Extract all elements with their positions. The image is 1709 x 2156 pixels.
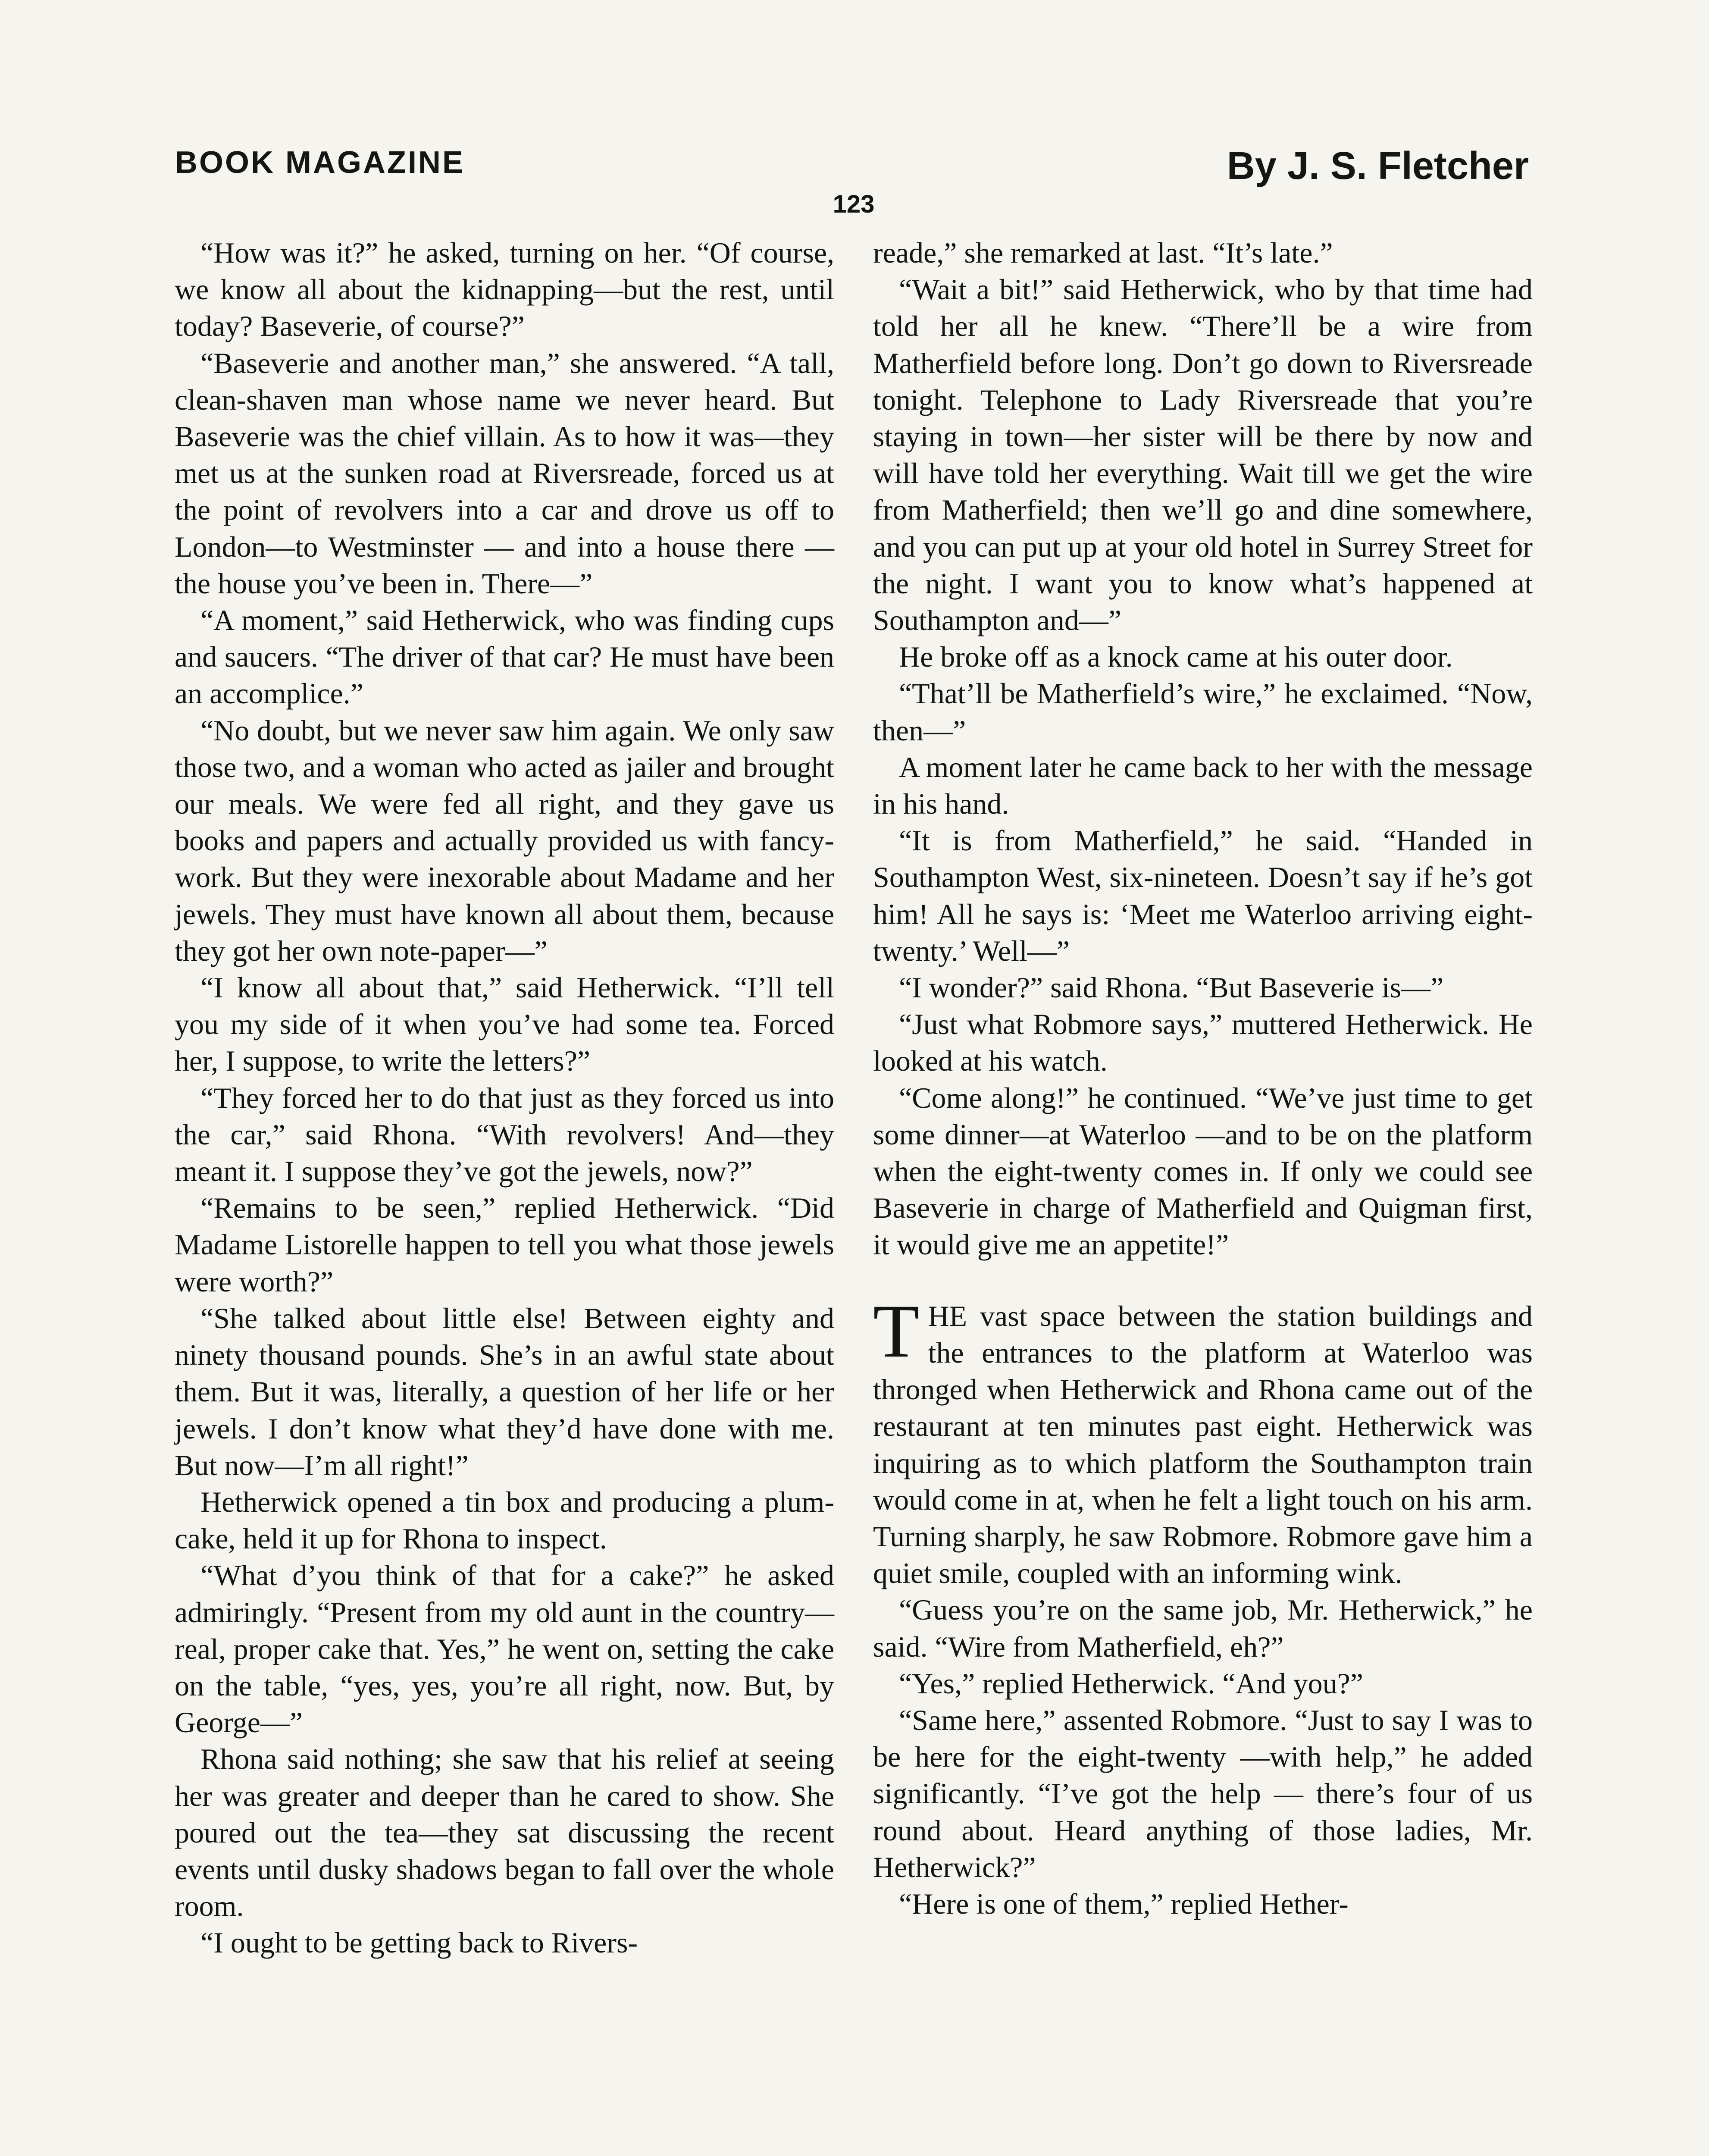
paragraph-text: “I know all about that,” said Hetherwick. “I’ll tell you my side of it when you’ve had some tea. Forced her, I suppose, to write the letters?” [175,971,834,1078]
paragraph-text: “Same here,” assented Robmore. “Just to say I was to be here for the eight-twenty —with help,” he added significantly. “I’ve got the help — there’s four of us round about. Heard anything of those ladies, Mr. Hetherwick?” [873,1703,1533,1883]
paragraph [175,602,834,712]
paragraph-text: A moment later he came back to her with the message in his hand. [873,750,1533,821]
paragraph [873,639,1533,675]
paragraph-text: “Just what Robmore says,” muttered Hetherwick. He looked at his watch. [873,1008,1533,1078]
magazine-title: BOOK MAGAZINE [175,145,465,180]
left-text-column [175,235,834,1962]
paragraph-text: “How was it?” he asked, turning on her. “Of course, we know all about the kidnapping—but the rest, until today? Baseverie, of course?” [175,236,834,343]
paragraph [873,1702,1533,1886]
paragraph-text: “It is from Matherfield,” he said. “Handed in Southampton West, six-nineteen. Doesn’t say if he’s got him! All he says is: ‘Meet me Waterloo arriving eight-twenty.’ Well—” [873,824,1533,967]
paragraph [175,969,834,1080]
paragraph-text: Rhona said nothing; she saw that his relief at seeing her was greater and deeper than he cared to show. She poured out the tea—they sat discussing the recent events until dusky shadows began to fall over the whole room. [175,1742,834,1923]
paragraph [873,1080,1533,1263]
paragraph-text: He broke off as a knock came at his outer door. [899,640,1453,674]
paragraph-text: “A moment,” said Hetherwick, who was finding cups and saucers. “The driver of that car? He must have been an accomplice.” [175,604,834,710]
paragraph-text: “Remains to be seen,” replied Hetherwick. “Did Madame Listorelle happen to tell you what those jewels were worth?” [175,1191,834,1298]
paragraph [175,1080,834,1190]
paragraph-text: “Yes,” replied Hetherwick. “And you?” [899,1667,1363,1700]
paragraph-text: “Guess you’re on the same job, Mr. Hetherwick,” he said. “Wire from Matherfield, eh?” [873,1593,1533,1663]
paragraph-text: HE vast space between the station buildings and the entrances to the platform at Waterloo was thronged when Hetherwick and Rhona came out of the restaurant at ten minutes past eight. Hetherwick was inquiring as to which platform the Southampton train would come in at, when he felt a light touch on his arm. Turning sharply, he saw Robmore. Robmore gave him a quiet smile, coupled with an informing wink. [873,1299,1533,1590]
paragraph-text: “No doubt, but we never saw him again. We only saw those two, and a woman who acted as jailer and brought our meals. We were fed all right, and they gave us books and papers and actually provided us with fancy-work. But they were inexorable about Madame and her jewels. They must have known all about them, because they got her own note-paper—” [175,714,834,967]
paragraph-text: “I wonder?” said Rhona. “But Baseverie is—” [899,971,1444,1004]
paragraph [175,1300,834,1484]
paragraph-text: Hetherwick opened a tin box and producing a plum-cake, held it up for Rhona to inspect. [175,1485,834,1555]
drop-cap: T [873,1289,920,1373]
paragraph [873,1886,1533,1922]
paragraph-text: “Baseverie and another man,” she answered. “A tall, clean-shaven man whose name we never heard. But Baseverie was the chief villain. As to how it was—they met us at the sunken road at Riversreade, forced us at the point of revolvers into a car and drove us off to London—to Westminster — and into a house there — the house you’ve been in. There—” [175,346,834,600]
paragraph [175,712,834,969]
paragraph [175,1741,834,1924]
paragraph-text: reade,” she remarked at last. “It’s late.” [873,236,1333,269]
paragraph [873,969,1533,1006]
author-byline: By J. S. Fletcher [1227,144,1529,188]
paragraph-text: “Wait a bit!” said Hetherwick, who by that time had told her all he knew. “There’ll be a wire from Matherfield before long. Don’t go down to Riversreade tonight. Telephone to Lady Riversreade that you’re staying in town—her sister will be there by now and will have told her everything. Wait till we get the wire from Matherfield; then we’ll go and dine somewhere, and you can put up at your old hotel in Surrey Street for the night. I want you to know what’s happened at Southampton and—” [873,273,1533,637]
paragraph [175,235,834,345]
paragraph [873,1006,1533,1079]
paragraph [873,822,1533,969]
paragraph-text: “Here is one of them,” replied Hether- [899,1887,1349,1920]
paragraph [175,1484,834,1557]
paragraph [873,1665,1533,1702]
paragraph-text: “What d’you think of that for a cake?” he asked admiringly. “Present from my old aunt in the country—real, proper cake that. Yes,” he went on, setting the cake on the table, “yes, yes, you’re all right, now. But, by George—” [175,1559,834,1739]
paragraph [175,1557,834,1741]
paragraph [873,749,1533,822]
paragraph-text: “They forced her to do that just as they forced us into the car,” said Rhona. “With revolvers! And—they meant it. I suppose they’ve got the jewels, now?” [175,1081,834,1188]
paragraph-text: “I ought to be getting back to Rivers- [200,1926,638,1959]
paragraph [873,1592,1533,1665]
paragraph-text: “That’ll be Matherfield’s wire,” he exclaimed. “Now, then—” [873,677,1533,747]
right-text-column [873,235,1533,1922]
paragraph [873,675,1533,749]
paragraph [175,1924,834,1961]
page-number: 123 [833,190,875,218]
paragraph [873,235,1533,271]
paragraph [873,271,1533,639]
paragraph [873,1289,1533,1592]
paragraph [175,345,834,602]
paragraph [175,1190,834,1300]
paragraph-text: “Come along!” he continued. “We’ve just time to get some dinner—at Waterloo —and to be on the platform when the eight-twenty comes in. If only we could see Baseverie in charge of Matherfield and Quigman first, it would give me an appetite!” [873,1081,1533,1261]
paragraph-text: “She talked about little else! Between eighty and ninety thousand pounds. She’s in an awful state about them. But it was, literally, a question of her life or her jewels. I don’t know what they’d have done with me. But now—I’m all right!” [175,1301,834,1482]
